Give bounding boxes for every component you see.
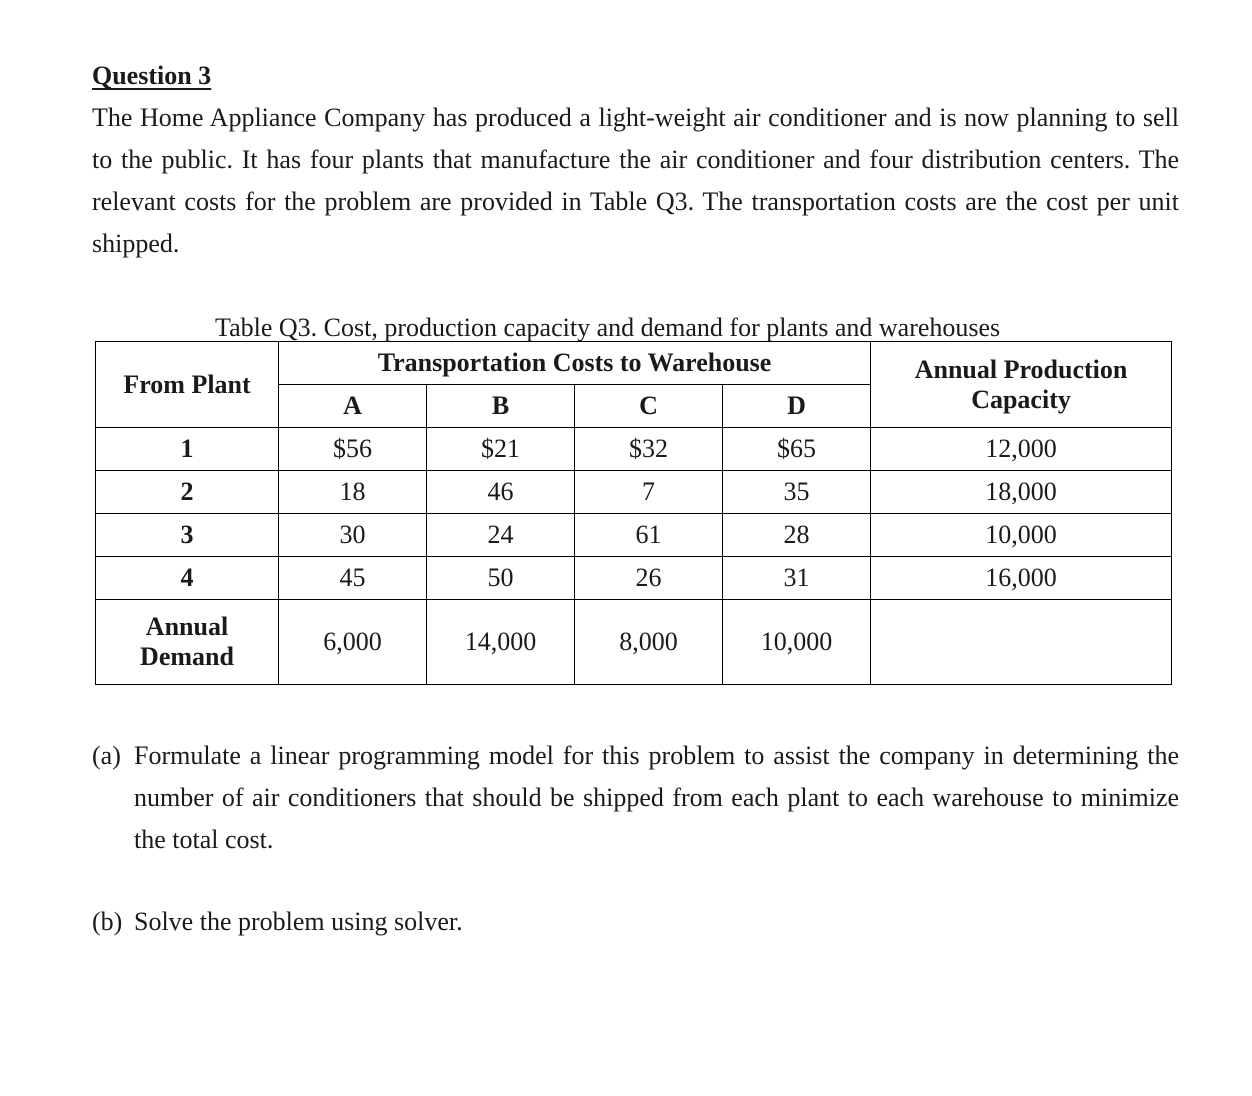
capacity-cell: 16,000	[871, 557, 1172, 600]
cost-cell: $21	[427, 428, 575, 471]
question-intro: The Home Appliance Company has produced a light-weight air conditioner and is now planning to sell to the public. It has four plants that manufacture the air conditioner and four distribution centers. The relevant costs for the problem are provided in Table Q3. The transportation costs are the cost per unit shipped.	[92, 103, 1179, 258]
plant-label: 3	[96, 514, 279, 557]
capacity-cell: 10,000	[871, 514, 1172, 557]
annual-demand-label-line1: Annual	[145, 612, 229, 641]
cost-cell: 45	[279, 557, 427, 600]
demand-cell: 14,000	[427, 600, 575, 685]
cost-cell: 50	[427, 557, 575, 600]
cost-cell: 28	[723, 514, 871, 557]
part-b-marker: (b)	[92, 907, 123, 936]
cost-cell: 35	[723, 471, 871, 514]
plant-label: 4	[96, 557, 279, 600]
table-header-row	[96, 342, 1172, 385]
table-row	[96, 471, 1172, 514]
capacity-cell: 18,000	[871, 471, 1172, 514]
cost-cell: 24	[427, 514, 575, 557]
empty-cell	[871, 600, 1172, 685]
part-b-text: Solve the problem using solver.	[134, 907, 463, 936]
table-row	[96, 428, 1172, 471]
part-a-marker: (a)	[92, 741, 121, 770]
cost-table	[95, 341, 1172, 685]
question-heading: Question 3	[92, 61, 212, 90]
transport-costs-header: Transportation Costs to Warehouse	[279, 342, 871, 385]
demand-cell: 10,000	[723, 600, 871, 685]
table-caption: Table Q3. Cost, production capacity and demand for plants and warehouses	[215, 313, 1001, 342]
part-a	[92, 735, 1179, 861]
cost-cell: 61	[575, 514, 723, 557]
from-plant-header: From Plant	[96, 342, 279, 428]
cost-cell: $65	[723, 428, 871, 471]
warehouse-a-header: A	[279, 385, 427, 428]
cost-cell: 7	[575, 471, 723, 514]
cost-cell: 31	[723, 557, 871, 600]
cost-cell: $56	[279, 428, 427, 471]
cost-cell: 18	[279, 471, 427, 514]
cost-cell: $32	[575, 428, 723, 471]
capacity-header: Annual Production Capacity	[871, 342, 1172, 428]
warehouse-c-header: C	[575, 385, 723, 428]
table-row	[96, 557, 1172, 600]
annual-demand-label	[96, 600, 279, 685]
capacity-cell: 12,000	[871, 428, 1172, 471]
cost-cell: 26	[575, 557, 723, 600]
cost-cell: 30	[279, 514, 427, 557]
cost-cell: 46	[427, 471, 575, 514]
plant-label: 1	[96, 428, 279, 471]
annual-demand-label-line2: Demand	[140, 642, 234, 671]
warehouse-b-header: B	[427, 385, 575, 428]
plant-label: 2	[96, 471, 279, 514]
demand-cell: 8,000	[575, 600, 723, 685]
annual-demand-row	[96, 600, 1172, 685]
part-b	[92, 901, 1179, 943]
warehouse-d-header: D	[723, 385, 871, 428]
part-a-text: Formulate a linear programming model for this problem to assist the company in determining the number of air conditioners that should be shipped from each plant to each warehouse to minimize the total cost.	[134, 741, 1179, 854]
demand-cell: 6,000	[279, 600, 427, 685]
table-row	[96, 514, 1172, 557]
